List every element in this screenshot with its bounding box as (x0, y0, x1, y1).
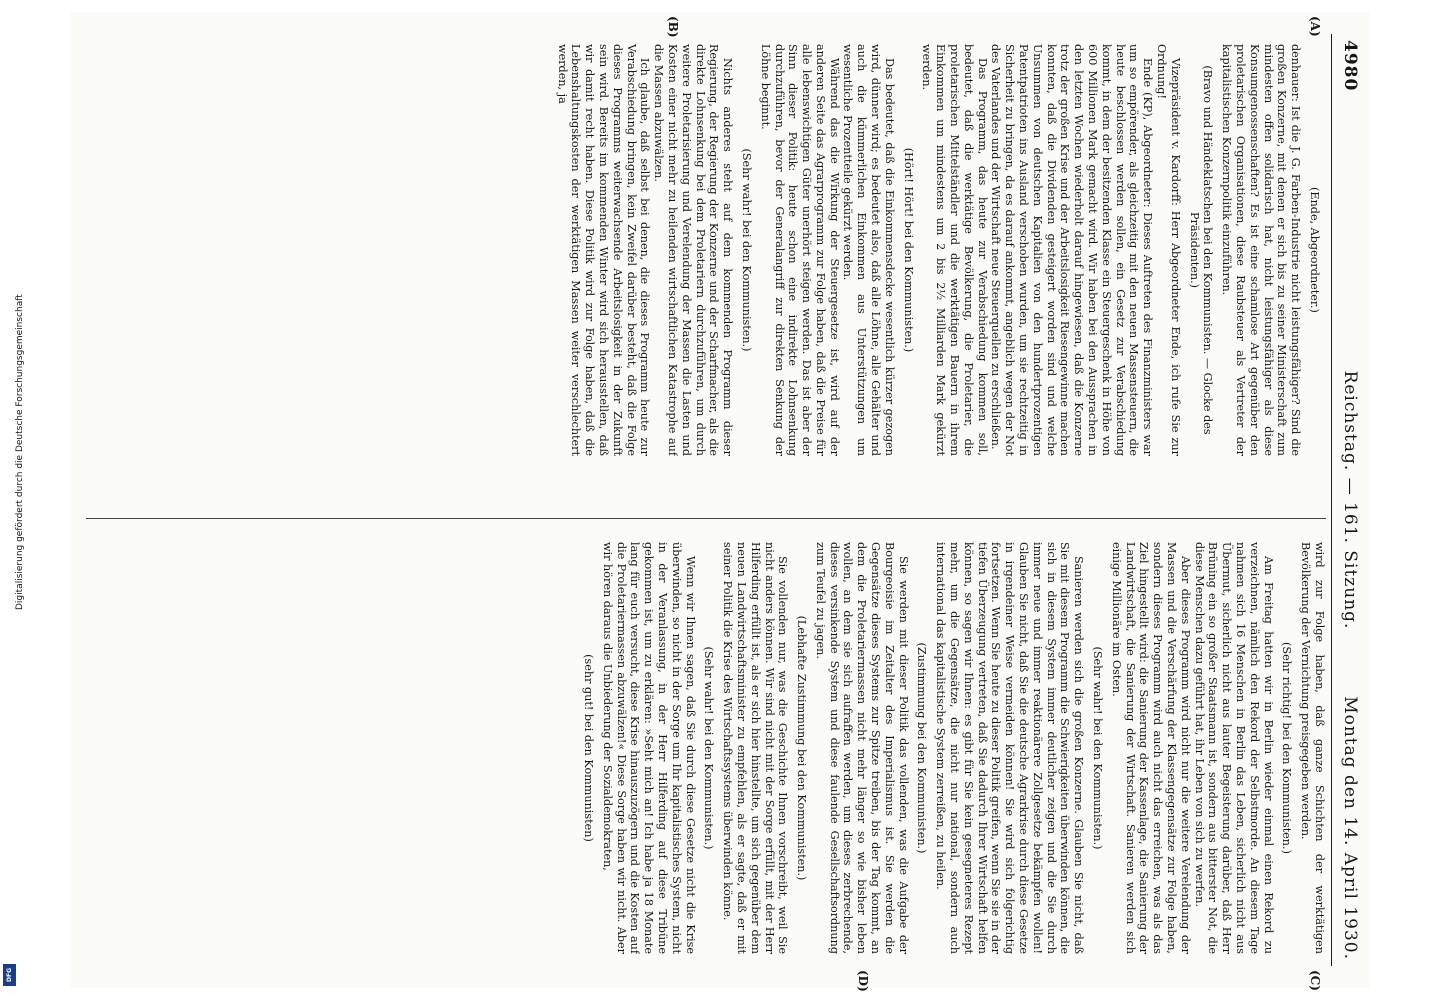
rotated-document (70, 12, 1370, 992)
interjection: (Sehr wahr! bei den Kommunisten.) (702, 646, 716, 850)
margin-marker-a: (A) (1308, 16, 1322, 37)
paragraph: Ich glaube, daß selbst bei denen, die dieses Programm heute zur Verabschiedung bringen, kein Zweifel darüber besteht, daß die Folge dieses Programms weiterwachsende Arbeitslosigkeit in der Zukunft sein wird. Bereits im kommenden Winter wird sich herausstellen, daß wir damit recht haben. Diese Politik wird zur Folge haben, daß die Lebenshaltungskosten der werktätigen Massen weiter verschlechtert werden, ja (555, 44, 652, 456)
interjection: (Lebhafte Zustimmung bei den Kommunisten.) (795, 615, 809, 881)
funding-note: Digitalisierung gefördert durch die Deutsche Forschungsgemeinschaft (15, 294, 25, 610)
paragraph: denhauer: Ist die J. G. Farben-Industrie nicht leistungsfähiger? Sind die großen Konzerne, mit denen er sich bis zu seiner Ministerschaft zum mindesten offen solidarisch hat, nicht leistungsfähiger als diese Konsumgenossenschaften? Es ist eine schamlose Art gegenüber den proletarischen Organisationen, diese Raubsteuer als Vertreter der kapitalistischen Konzernpolitik einzuführen. (1220, 44, 1303, 456)
paragraph: Das bedeutet, daß die Einkommensdecke wesentlich kürzer gezogen wird, dünner wird; es bedeutet also, daß alle Löhne, alle Gehälter und auch die kümmerlichen Einkommen aus Unterstützungen um wesentliche Prozentteile gekürzt werden. (841, 44, 896, 456)
interjection: (Hört! Hört! bei den Kommunisten.) (901, 147, 915, 353)
page-header (1331, 34, 1366, 966)
session-date: Montag den 14. April 1930. (1340, 696, 1360, 960)
session-title: Reichstag. — 161. Sitzung. (1340, 370, 1360, 630)
paragraph: Am Freitag hatten wir in Berlin wieder einmal einen Rekord zu verzeichnen, nämlich den Rekord der Selbstmorde. An diesem Tage nahmen sich 16 Menschen in Berlin das Leben, sicherlich nicht aus Übermut, sicherlich nicht aus lauter Begeisterung darüber, daß Herr Brüning ein so großer Staatsmann ist, sondern aus bitterster Not, die diese Menschen dazu geführt hat, ihr Leben von sich zu werfen. (1192, 542, 1275, 954)
interjection: (Sehr richtig! bei den Kommunisten.) (1280, 642, 1294, 854)
interjection: (Sehr wahr! bei den Kommunisten.) (1091, 646, 1105, 850)
paragraph: Sie vollenden nur, was die Geschichte Ihnen vorschreibt, weil Sie nicht anders können. Wir sind nicht mit der Sorge erfüllt, mit der Herr Hilferding erfüllt ist, als er sich hier hinstellte, um sich gegenüber dem neuen Landwirtschaftsminister zu empfehlen, als er sagte, daß er mit seiner Politik die Krise des Wirtschaftssystems überwinden könne. (721, 542, 790, 954)
paragraph: wird zur Folge haben, daß ganze Schichten der werktätigen Bevölkerung der Vernichtung preisgegeben werden. (1299, 542, 1326, 954)
dfg-logo-icon: DFG (3, 964, 16, 986)
margin-marker-c: (C) (1308, 970, 1322, 991)
paragraph: Nichts anderes steht auf dem kommenden Programm dieser Regierung, der Regierung der Konzerne und der Scharfmacher, als die direkte Lohnsenkung bei dem Proletariern durchzuführen, um durch weitere Proletarisierung und Verelendung der Massen die Lasten und Kosten einer nicht mehr zu heilenden wirtschaftlichen Katastrophe auf die Massen abzuwälzen. (652, 44, 735, 456)
paragraph: Das Programm, das heute zur Verabschiedung kommen soll, bedeutet, daß die werktätige Bevölkerung, die Proletarier, die proletarischen Mittelständler und die werktätigen Bauern in ihrem Einkommen um mindestens um 2 bis 2½ Milliarden Mark gekürzt werden. (920, 44, 989, 456)
paragraph: Wenn wir Ihnen sagen, daß Sie durch diese Gesetze nicht die Krise überwinden, so nicht in der Sorge um Ihr kapitalistisches System, nicht in der Veranlassung, in der Herr Hilferding auf diese Tribüne gekommen ist, um zu erklären: »Seht mich an! Ich habe ja 18 Monate lang für euch versucht, diese Krise hinauszuzögern und die Kosten auf die Proletariermassen abzuwälzen!« Diese Sorge haben wir nicht. Aber wir hören daraus die Unbiederung der Sozialdemokraten, (600, 542, 697, 954)
margin-marker-d: (D) (856, 970, 870, 992)
paragraph: Sie werden mit dieser Politik das vollenden, was die Aufgabe der Bourgeoisie im Zeitalter des Imperialismus ist. Sie werden die Gegensätze dieses Systems zur Spitze treiben, bis der Tag kommt, an dem die Proletariermassen nicht mehr länger so wie bisher leben wollen, an dem sie sich aufraffen werden, um dieses zerbrechende, dieses versinkende System und diese faulende Gesellschaftsordnung zum Teufel zu jagen. (813, 542, 910, 954)
side-margin (0, 0, 25, 1000)
left-column (76, 44, 1326, 456)
margin-marker-b: (B) (666, 16, 680, 38)
speaker-continuation: (Ende, Abgeordneter.) (1308, 187, 1321, 313)
interjection: (Bravo und Händeklatschen bei den Kommunisten. — Glocke des Präsidenten.) (1187, 65, 1215, 435)
interjection: (Zustimmung bei den Kommunisten.) (915, 642, 929, 854)
interjection: (Sehr wahr! bei den Kommunisten.) (739, 148, 753, 352)
column-divider (86, 518, 1326, 519)
paragraph: Aber dieses Programm wird nicht nur die weitere Verelendung der Massen und die Verschärfung der Klassengegensätze zur Folge haben, sondern dieses Programm wird auch nicht das erreichen, was als das Ziel hingestellt wird: die Sanierung der Kassenlage, die Sanierung der Landwirtschaft, die Sanierung der Wirtschaft. Sanieren werden sich einige Millionäre im Osten. (1109, 542, 1192, 954)
right-column (76, 542, 1326, 954)
paragraph: Vizepräsident v. Kardorff: Herr Abgeordneter Ende, ich rufe Sie zur Ordnung! (1155, 44, 1182, 456)
interjection: (sehr gut! bei den Kommunisten) (581, 654, 595, 842)
page-number: 4980 (1340, 40, 1360, 92)
paragraph: Sanieren werden sich die großen Konzerne. Glauben Sie nicht, daß Sie mit diesem Programm die Schwierigkeiten überwinden können, die sich in diesem System immer deutlicher zeigen und die Sie durch immer neue und immer reaktionärere Zollgesetze bekämpfen wollen! Glauben Sie nicht, daß Sie die deutsche Agrarkrise durch diese Gesetze in irgendeiner Weise vermeiden können! Sie wird sich folgerichtig fortsetzen. Wenn Sie heute zu dieser Politik greifen, wenn Sie sie in der tiefen Überzeugung vertreten, daß Sie dadurch Ihrer Wirtschaft helfen können, so sagen wir Ihnen: es gibt für Sie kein gesegneteres Rezept mehr, um die Gegensätze, die nicht nur national, sondern auch international das kapitalistische System zerreißen, zu heilen. (934, 542, 1086, 954)
paragraph: Ende (KP), Abgeordneter: Dieses Auftreten des Finanzministers war um so empörender, als gleichzeitig mit den neuen Massensteuern, die heute beschlossen werden sollen, ein Gesetz zur Verabschiedung kommt, in dem der besitzenden Klasse ein Steuergeschenk in Höhe von 600 Millionen Mark gemacht wird. Wir haben bei den Aussprachen in den letzten Wochen wiederholt darauf hingewiesen, daß die Konzerne trotz der großen Krise und der Arbeitslosigkeit Riesengewinne machen konnten, daß die Dividenden gesteigert worden sind und welche Unsummen von deutschen Kapitalien von den hundertprozentigen Patentpatrioten ins Ausland verschoben wurden, um sie rechtzeitig in Sicherheit zu bringen, da es darauf ankommt, angeblich wegen der Not des Vaterlandes und der Wirtschaft neue Steuerquellen zu erschließen. (989, 44, 1155, 456)
scanned-page (70, 12, 1370, 992)
paragraph: Während das die Wirkung der Steuergesetze ist, wird auf der anderen Seite das Agrarprogramm zur Folge haben, daß die Preise für alle lebenswichtigen Güter unerhört steigen werden. Das ist aber der Sinn dieser Politik: heute schon eine indirekte Lohnsenkung durchzuführen, bevor der Generalangriff zur direkten Senkung der Löhne beginnt. (758, 44, 841, 456)
